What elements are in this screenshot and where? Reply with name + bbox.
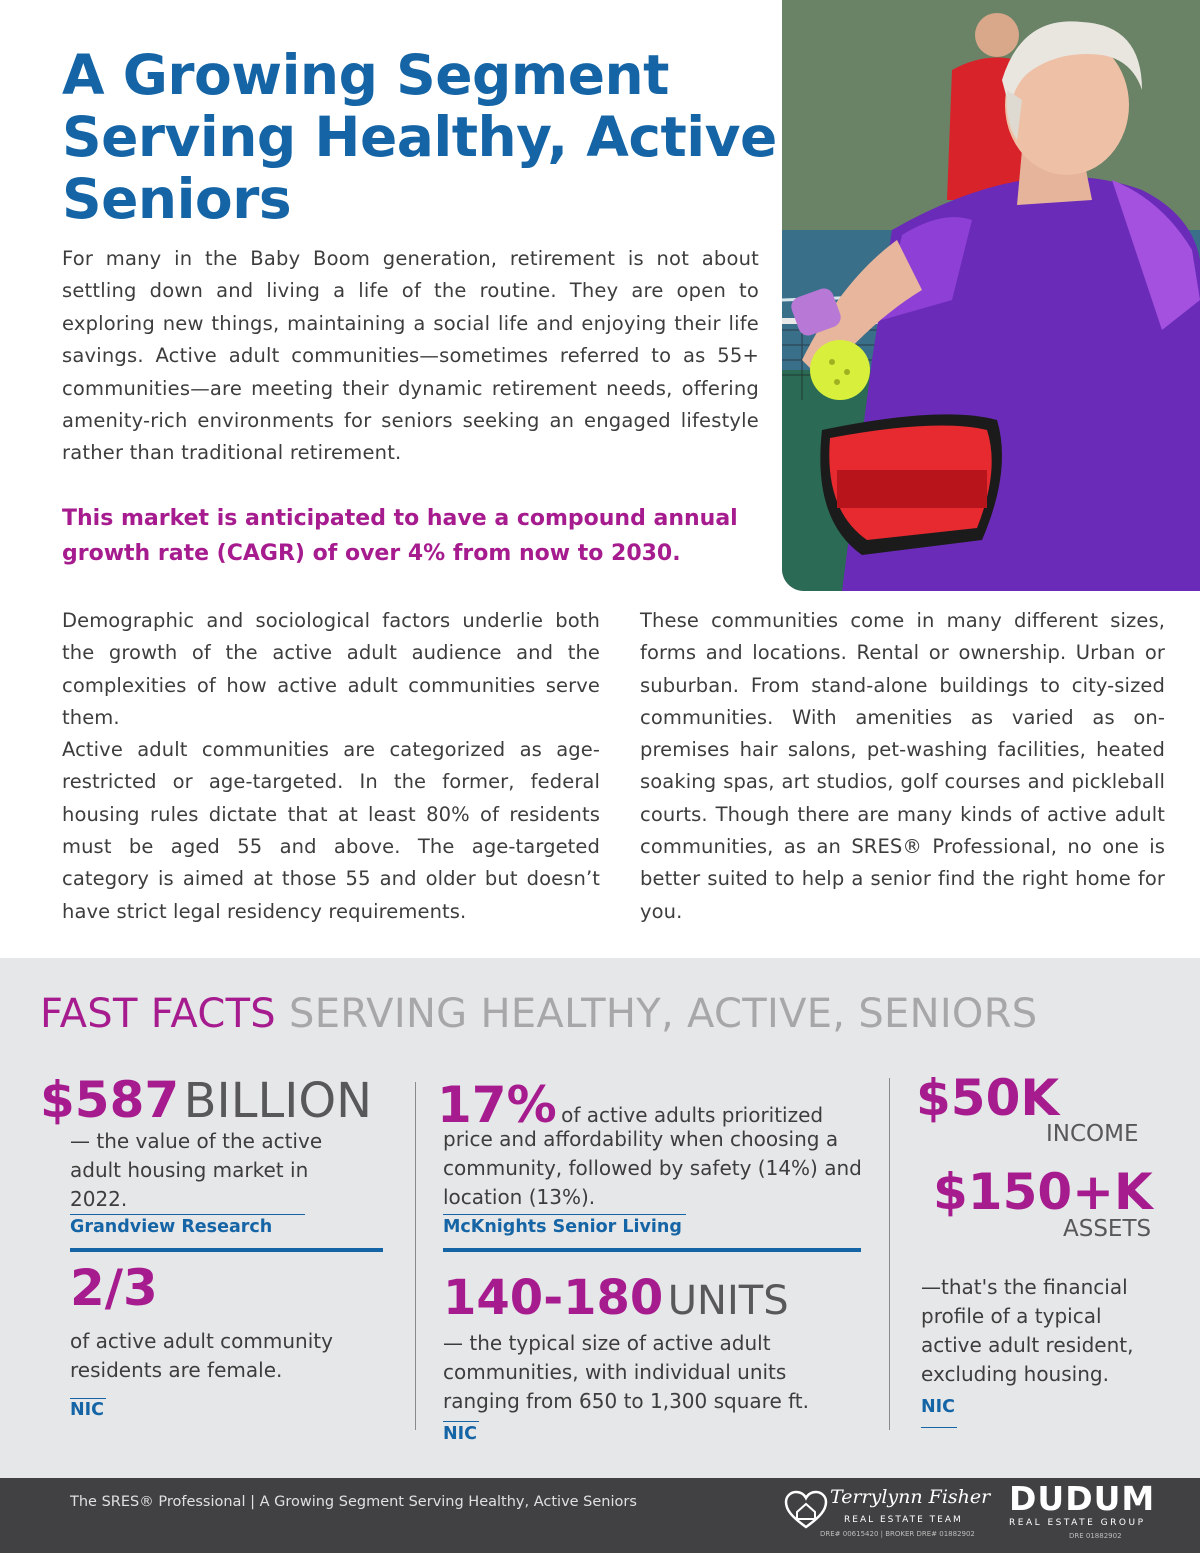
logo1-dre: DRE# 00615420 | BROKER DRE# 01882902 xyxy=(820,1530,975,1538)
fact2-text: of active adult community residents are female. xyxy=(70,1329,333,1382)
fact2-source-underline xyxy=(70,1398,106,1399)
body-left-paragraph-2: Active adult communities are categorized as age- restricted or age-targeted. In the former, federal housing rules dictate that at least 80% of residents must be aged 55 and above. The age-targeted category is aimed at those 55 and older but doesn’t have strict legal residency requirements. xyxy=(62,738,600,923)
footer-text: The SRES® Professional | A Growing Segment Serving Healthy, Active Seniors xyxy=(70,1494,637,1510)
body-left-column xyxy=(62,605,600,928)
fact3-figure: 17% xyxy=(437,1076,557,1134)
fast-facts-heading xyxy=(40,990,1037,1038)
growth-highlight: This market is anticipated to have a compound annual growth rate (CAGR) of over 4% from now to 2030. xyxy=(62,506,738,566)
fast-facts-heading-accent: FAST FACTS xyxy=(40,991,276,1037)
fact5-source-underline xyxy=(921,1427,957,1428)
fact1-unit: BILLION xyxy=(183,1073,373,1129)
fact5-text: —that's the financial profile of a typical active adult resident, excluding housing. xyxy=(921,1275,1134,1386)
facts-divider-left xyxy=(415,1082,416,1430)
fact3-text: price and affordability when choosing a community, followed by safety (14%) and location (13%). xyxy=(443,1127,862,1209)
fast-facts-heading-rest: SERVING HEALTHY, ACTIVE, SENIORS xyxy=(289,991,1038,1037)
heart-house-icon xyxy=(784,1490,828,1530)
fact3-source: McKnights Senior Living xyxy=(443,1217,682,1237)
facts-divider-right xyxy=(889,1078,890,1430)
logo2-subtitle: REAL ESTATE GROUP xyxy=(1009,1518,1146,1528)
fact1-figure: $587 xyxy=(40,1071,180,1129)
fact1-divider xyxy=(70,1248,383,1252)
fact5-assets-figure: $150+K xyxy=(933,1163,1153,1221)
logo2-name: DUDUM xyxy=(1009,1479,1156,1518)
fact4-source: NIC xyxy=(443,1424,478,1444)
fact4-source-underline xyxy=(443,1421,479,1422)
hero-photo xyxy=(782,0,1200,591)
body-right-paragraph-1: These communities come in many different sizes, forms and locations. Rental or ownership. Urban or suburban. From stand-alone buildings to city-sized communities. With amenities as varied as on-premises hair salons, pet-washing facilities, heated soaking spas, art studios, golf courses and pickleball courts. Though there are many kinds of active adult communities, as an SRES® Professional, no one is better suited to help a senior find the right home for you. xyxy=(640,609,1165,923)
logo2-dre: DRE 01882902 xyxy=(1069,1532,1122,1540)
fact-140-180-units xyxy=(443,1268,789,1331)
fact5-assets-label: ASSETS xyxy=(1063,1216,1152,1242)
fact2-figure: 2/3 xyxy=(70,1259,158,1317)
body-left-paragraph-1: Demographic and sociological factors underlie both the growth of the active adult audience and the complexities of how active adult communities serve them. xyxy=(62,609,600,729)
logo1-subtitle: REAL ESTATE TEAM xyxy=(844,1515,963,1525)
logo1-name: Terrylynn Fisher xyxy=(830,1486,991,1508)
fact2-source: NIC xyxy=(70,1400,105,1420)
fact4-text: — the typical size of active adult communities, with individual units ranging from 650 to 1,300 square ft. xyxy=(443,1331,809,1413)
dudum-logo xyxy=(1005,1480,1195,1550)
fact3-source-underline xyxy=(443,1214,686,1215)
fact3-inline-text: of active adults prioritized xyxy=(561,1103,824,1127)
fact4-figure: 140-180 xyxy=(443,1270,664,1326)
intro-paragraph: For many in the Baby Boom generation, retirement is not about settling down and living a life of the routine. They are open to exploring new things, maintaining a social life and enjoying their life savings. Active adult communities—sometimes referred to as 55+ communities—are meeting their dynamic retirement needs, offering amenity-rich environments for seniors seeking an engaged lifestyle rather than traditional retirement. xyxy=(62,247,759,465)
fact5-source: NIC xyxy=(921,1397,956,1417)
pickleball-player-illustration xyxy=(782,0,1200,591)
page-title: A Growing Segment Serving Healthy, Active Seniors xyxy=(62,43,777,231)
fact4-unit: UNITS xyxy=(667,1278,789,1324)
fact1-source: Grandview Research xyxy=(70,1217,273,1237)
fact1-text: — the value of the active adult housing market in 2022. xyxy=(70,1129,323,1211)
fact3-divider xyxy=(443,1248,861,1252)
fact1-source-underline xyxy=(70,1214,305,1215)
body-right-column xyxy=(640,605,1165,928)
fact5-income-figure: $50K xyxy=(916,1069,1060,1127)
fact5-income-label: INCOME xyxy=(1046,1121,1139,1147)
terrylynn-fisher-logo xyxy=(782,1480,1002,1550)
fact-587-billion xyxy=(40,1070,372,1131)
